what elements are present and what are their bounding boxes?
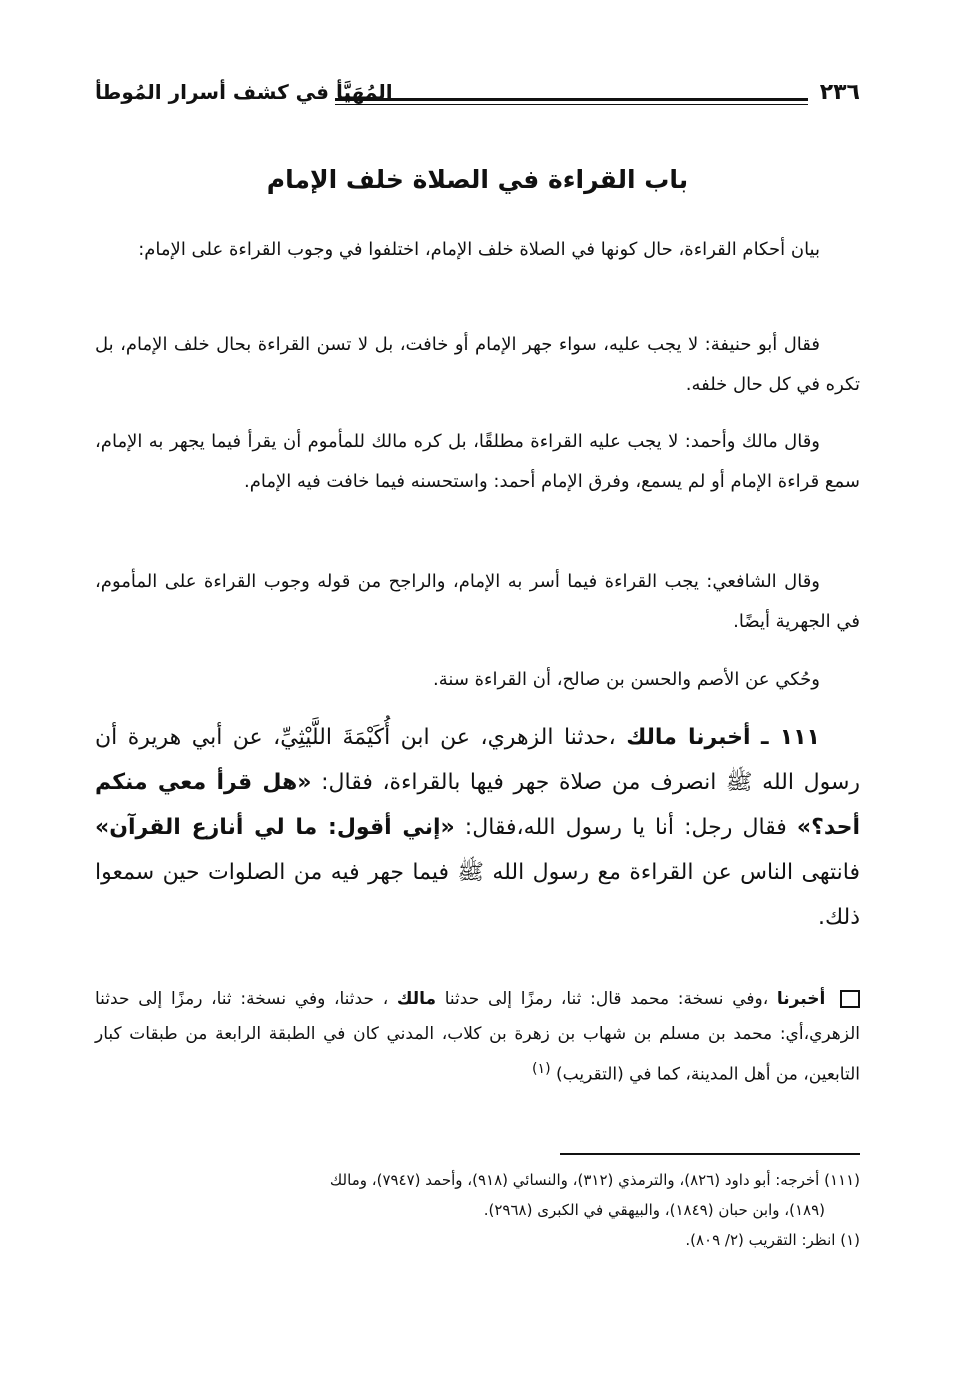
header-rule [335, 98, 808, 101]
hadith-lead: أخبرنا مالك [626, 725, 751, 750]
page-header [95, 80, 860, 116]
hadith-text: فقال رجل: أنا يا رسول الله،فقال: [464, 815, 787, 840]
paragraph-shafii: وقال الشافعي: يجب القراءة فيما أسر به الإمام، والراجح من قوله وجوب القراءة على المأموم، في الجهرية أيضًا. [95, 571, 860, 632]
header-rule-thin [335, 104, 808, 105]
commentary-malik: مالك [396, 989, 437, 1009]
footnote-rule [560, 1153, 860, 1155]
running-title: المُهَيَّأ في كشف أسرار المُوطأ [95, 80, 393, 104]
page-number: ٢٣٦ [819, 80, 860, 105]
footnotes [95, 1165, 860, 1255]
chapter-title: باب القراءة في الصلاة خلف الإمام [266, 165, 689, 194]
footnote-111-line2: (١٨٩)، وابن حبان (١٨٤٩)، والبيهقي في الكبرى (٢٩٦٨). [483, 1201, 825, 1219]
hadith-quote: «إني أقول: ما لي أنازع القرآن» [95, 815, 455, 840]
paragraph-intro: بيان أحكام القراءة، حال كونها في الصلاة خلف الإمام، اختلفوا في وجوب القراءة على الإمام: [138, 239, 820, 260]
hadith-number: ١١١ ـ [761, 725, 820, 750]
commentary-text: ، حدثنا، وفي نسخة: ثنا، رمزًا إلى حدثنا الزهري،أي: محمد بن مسلم بن شهاب بن زهرة بن كلاب، المدني كان في الطبقة الرابعة من طبقات كبار التابعين، من أهل المدينة، كما في (التقريب) [95, 989, 860, 1085]
hadith-quote: «هل قرأ معي منكم أحد؟» [95, 770, 860, 840]
page [95, 70, 860, 1350]
hadith-text: ،حدثنا الزهري، عن ابن أُكَيْمَةَ اللَّيْثِيِّ، عن أبي هريرة أن رسول الله ﷺ انصرف من صلاة جهر فيها بالقراءة، فقال: [95, 725, 860, 795]
paragraph-abu-hanifa: فقال أبو حنيفة: لا يجب عليه، سواء جهر الإمام أو خافت، بل لا تسن القراءة بحال خلف الإمام، بل تكره في كل حال خلفه. [95, 334, 860, 395]
footnote-ref: (١) [531, 1061, 551, 1077]
commentary-text: ،وفي نسخة: محمد قال: ثنا، رمزًا إلى حدثنا [444, 989, 769, 1009]
square-marker-icon [840, 990, 860, 1008]
hadith-text: فانتهى الناس عن القراءة مع رسول الله ﷺ فيما جهر فيه من الصلوات حين سمعوا ذلك. [95, 860, 860, 930]
paragraph-malik-ahmad: وقال مالك وأحمد: لا يجب عليه القراءة مطلقًا، بل كره مالك للمأموم أن يقرأ فيما يجهر به الإمام، سمع قراءة الإمام أو لم يسمع، وفرق الإمام أحمد: واستحسنه فيما خافت فيه الإمام. [95, 431, 860, 492]
commentary [95, 982, 860, 1093]
commentary-lead: أخبرنا [776, 989, 826, 1009]
footnote-1: (١) انظر: التقريب (٢/ ٨٠٩). [685, 1231, 860, 1249]
paragraph-asam: وحُكي عن الأصم والحسن بن صالح، أن القراءة سنة. [433, 669, 820, 690]
hadith-111 [95, 715, 860, 940]
footnote-111-line1: (١١١) أخرجه: أبو داود (٨٢٦)، والترمذي (٣١٢)، والنسائي (٩١٨)، وأحمد (٧٩٤٧)، ومالك [329, 1171, 860, 1189]
